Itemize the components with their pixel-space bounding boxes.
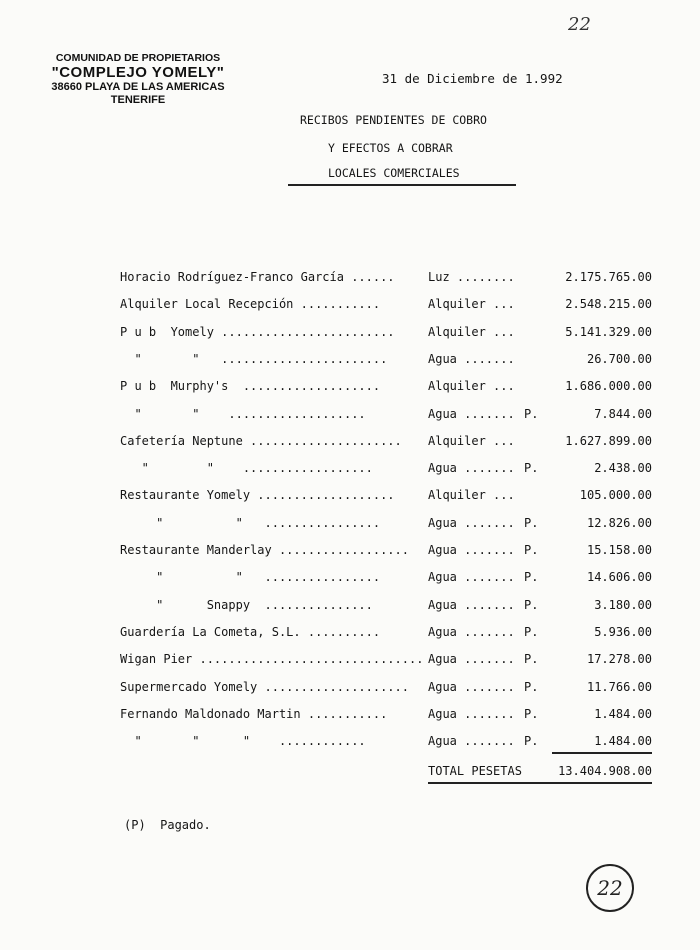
handwritten-page-number: 22 (568, 14, 591, 35)
row-amount: 14.606.00 (586, 570, 652, 584)
receivable-row (0, 734, 700, 752)
sum-rule (552, 752, 652, 754)
row-concept: Agua ....... (428, 461, 515, 475)
row-description: Restaurante Manderlay .................. (120, 543, 409, 557)
total-row (0, 764, 700, 782)
row-paid-mark: P. (524, 570, 539, 584)
row-description: Guardería La Cometa, S.L. .......... (120, 625, 381, 639)
receivable-row (0, 652, 700, 670)
row-amount: 5.141.329.00 (565, 325, 652, 339)
row-description: Horacio Rodríguez-Franco García ...... (120, 270, 395, 284)
row-amount: 12.826.00 (586, 516, 652, 530)
row-amount: 2.438.00 (594, 461, 652, 475)
receivable-row (0, 297, 700, 315)
row-paid-mark: P. (524, 625, 539, 639)
row-amount: 1.627.899.00 (565, 434, 652, 448)
receivable-row (0, 570, 700, 588)
receivable-row (0, 325, 700, 343)
heading-line-1: RECIBOS PENDIENTES DE COBRO (300, 113, 487, 127)
row-description: " Snappy ............... (120, 598, 373, 612)
receivable-row (0, 407, 700, 425)
row-amount: 3.180.00 (594, 598, 652, 612)
row-concept: Agua ....... (428, 680, 515, 694)
row-description: " " " ............ (120, 734, 366, 748)
row-description: " " ................... (120, 407, 366, 421)
row-description: Supermercado Yomely .................... (120, 680, 409, 694)
row-concept: Agua ....... (428, 570, 515, 584)
row-paid-mark: P. (524, 680, 539, 694)
receivable-row (0, 461, 700, 479)
row-description: " " ................ (120, 516, 381, 530)
row-paid-mark: P. (524, 543, 539, 557)
row-concept: Agua ....... (428, 598, 515, 612)
row-description: P u b Yomely ........................ (120, 325, 395, 339)
receivable-row (0, 516, 700, 534)
letterhead (18, 52, 258, 107)
row-concept: Luz ........ (428, 270, 515, 284)
total-amount: 13.404.908.00 (558, 764, 652, 778)
receivable-row (0, 707, 700, 725)
row-paid-mark: P. (524, 734, 539, 748)
receivable-row (0, 434, 700, 452)
row-paid-mark: P. (524, 461, 539, 475)
heading-line-3: LOCALES COMERCIALES (328, 166, 460, 180)
row-concept: Agua ....... (428, 543, 515, 557)
complex-name: "COMPLEJO YOMELY" (51, 64, 225, 82)
receivable-row (0, 543, 700, 561)
receivable-row (0, 680, 700, 698)
receivable-row (0, 352, 700, 370)
row-concept: Agua ....... (428, 516, 515, 530)
paid-legend: (P) Pagado. (124, 818, 211, 832)
row-amount: 1.484.00 (594, 734, 652, 748)
row-amount: 5.936.00 (594, 625, 652, 639)
row-description: " " .................. (120, 461, 373, 475)
heading-underline (288, 184, 516, 186)
row-paid-mark: P. (524, 598, 539, 612)
row-description: Restaurante Yomely ................... (120, 488, 395, 502)
receivable-row (0, 598, 700, 616)
row-concept: Agua ....... (428, 652, 515, 666)
row-concept: Agua ....... (428, 407, 515, 421)
row-concept: Agua ....... (428, 734, 515, 748)
receivable-row (0, 488, 700, 506)
row-amount: 15.158.00 (586, 543, 652, 557)
row-description: Alquiler Local Recepción ........... (120, 297, 381, 311)
total-label: TOTAL PESETAS (428, 764, 522, 778)
row-amount: 26.700.00 (586, 352, 652, 366)
row-concept: Alquiler ... (428, 434, 515, 448)
receivable-row (0, 270, 700, 288)
row-description: Cafetería Neptune ..................... (120, 434, 402, 448)
row-concept: Alquiler ... (428, 325, 515, 339)
row-concept: Agua ....... (428, 707, 515, 721)
island-line: TENERIFE (110, 93, 166, 106)
row-amount: 2.175.765.00 (565, 270, 652, 284)
row-paid-mark: P. (524, 516, 539, 530)
row-concept: Alquiler ... (428, 297, 515, 311)
row-description: Wigan Pier ............................... (120, 652, 424, 666)
row-amount: 7.844.00 (594, 407, 652, 421)
community-label: COMUNIDAD DE PROPIETARIOS (55, 52, 221, 64)
row-concept: Agua ....... (428, 625, 515, 639)
row-concept: Alquiler ... (428, 379, 515, 393)
document-date: 31 de Diciembre de 1.992 (382, 71, 563, 86)
row-description: " " ....................... (120, 352, 388, 366)
row-concept: Alquiler ... (428, 488, 515, 502)
row-amount: 1.484.00 (594, 707, 652, 721)
row-paid-mark: P. (524, 707, 539, 721)
heading-line-2: Y EFECTOS A COBRAR (328, 141, 453, 155)
row-description: " " ................ (120, 570, 381, 584)
receivable-row (0, 625, 700, 643)
row-amount: 17.278.00 (586, 652, 652, 666)
receivable-row (0, 379, 700, 397)
circled-page-number: 22 (586, 864, 634, 912)
row-amount: 105.000.00 (579, 488, 652, 502)
row-amount: 11.766.00 (586, 680, 652, 694)
row-paid-mark: P. (524, 652, 539, 666)
row-paid-mark: P. (524, 407, 539, 421)
total-underline (428, 782, 652, 784)
row-amount: 1.686.000.00 (565, 379, 652, 393)
row-concept: Agua ....... (428, 352, 515, 366)
row-amount: 2.548.215.00 (565, 297, 652, 311)
address-line: 38660 PLAYA DE LAS AMERICAS (51, 81, 225, 94)
row-description: Fernando Maldonado Martin ........... (120, 707, 388, 721)
row-description: P u b Murphy's ................... (120, 379, 381, 393)
